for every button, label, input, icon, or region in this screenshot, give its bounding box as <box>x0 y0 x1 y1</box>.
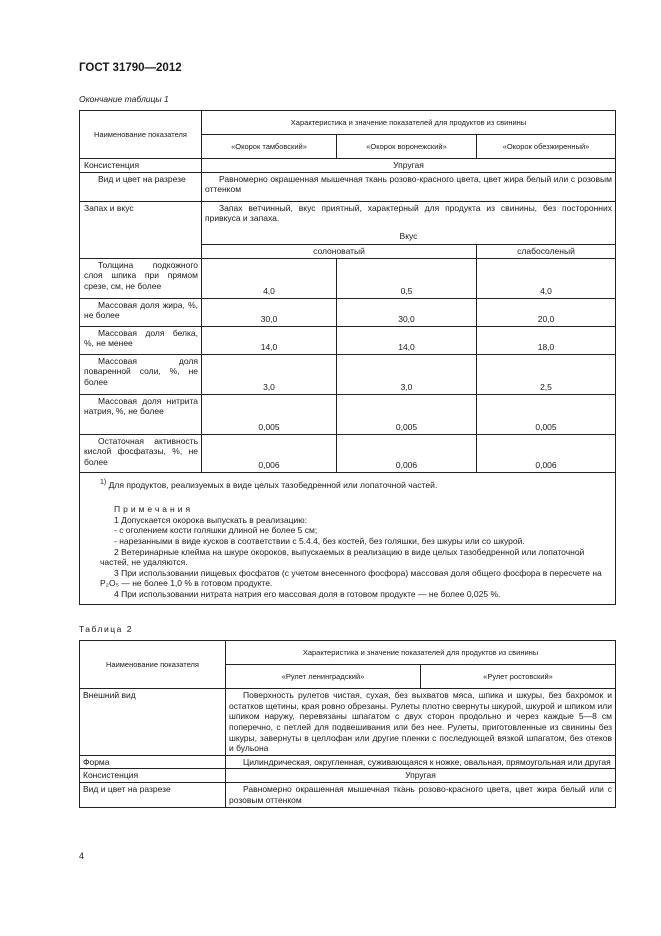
cell-value: 20,0 <box>477 298 616 326</box>
taste-label: Вкус <box>202 230 616 244</box>
row-value: Упругая <box>226 769 616 783</box>
row-value: Поверхность рулетов чистая, сухая, без выхватов мяса, шпика и шкуры, без бахромок и остатков щетины, края ровно обрезаны. Рулеты плотно свернуты шкурой, шкурой и шпиком или шпиком наружу, перевязаны шпагатом с двух сторон продольно и через каждые 5—8 см поперечно, с петлей для подвешивания или без нее. Рулеты, приготовленные из свинины без шкуры, завернуты в целлофан или другие пленки с последующей вязкой шпагатом, без отеков и бульона <box>226 689 616 756</box>
note: 2 Ветеринарные клейма на шкуре окороков, выпускаемых в реализацию в виде целых тазобедренной или лопаточной частей, не удаляются. <box>100 546 585 568</box>
cell-value: 3,0 <box>337 354 477 394</box>
taste-light: слабосоленый <box>477 244 616 258</box>
cell-value: 0,006 <box>202 434 337 472</box>
row-name: Консистенция <box>80 769 226 783</box>
row-name: Массовая доля жира, %, не более <box>80 298 202 326</box>
product-header: «Окорок воронежский» <box>337 135 477 159</box>
row-value: Цилиндрическая, округленная, суживающаяся к ножке, овальная, прямоугольная или другая <box>226 755 616 769</box>
table-1 <box>79 110 616 605</box>
note: 1 Допускается окорока выпускать в реализацию: <box>114 514 307 525</box>
cell-value: 0,006 <box>337 434 477 472</box>
footnote-text: Для продуктов, реализуемых в виде целых тазобедренной или лопаточной частей. <box>108 479 438 490</box>
cell-value: 0,005 <box>337 394 477 434</box>
page-number: 4 <box>79 851 85 861</box>
group-header: Характеристика и значение показателей для продуктов из свинины <box>202 111 616 135</box>
cell-value: 4,0 <box>477 258 616 298</box>
product-header: «Рулет ростовский» <box>421 665 616 689</box>
product-header: «Рулет ленинградский» <box>226 665 421 689</box>
row-name: Массовая доля нитрита натрия, %, не более <box>80 394 202 434</box>
table-notes <box>80 472 616 604</box>
note: 4 При использовании нитрата натрия его массовая доля в готовом продукте — не более 0,025 %. <box>114 589 501 600</box>
cell-value: 30,0 <box>337 298 477 326</box>
row-name: Форма <box>80 755 226 769</box>
row-value: Равномерно окрашенная мышечная ткань розово-красного цвета, цвет жира белый или с розовым оттенком <box>226 783 616 807</box>
taste-salty: солоноватый <box>202 244 477 258</box>
cell-value: 3,0 <box>202 354 337 394</box>
row-name: Толщина подкожного слоя шпика при прямом срезе, см, не более <box>80 258 202 298</box>
row-value: Равномерно окрашенная мышечная ткань розово-красного цвета, цвет жира белый или с розовым оттенком <box>202 172 616 201</box>
note: - нарезанными в виде кусков в соответствии с 5.4.4, без костей, без голяшки, без шкуры или со шкурой. <box>114 535 525 546</box>
product-header: «Окорок обезжиренный» <box>477 135 616 159</box>
cell-value: 0,005 <box>202 394 337 434</box>
cell-value: 4,0 <box>202 258 337 298</box>
note: 3 При использовании пищевых фосфатов (с учетом внесенного фосфора) массовая доля общего фосфора в пересчете на P₂O₅ — не более 1,0 % в готовом продукте. <box>100 567 602 589</box>
cell-value: 14,0 <box>337 326 477 354</box>
table-2 <box>79 640 616 808</box>
cell-value: 0,5 <box>337 258 477 298</box>
note: - с оголением кости голяшки длиной не более 5 см; <box>114 525 318 536</box>
cell-value: 0,006 <box>477 434 616 472</box>
footnote-mark: 1) <box>100 477 107 486</box>
cell-value: 2,5 <box>477 354 616 394</box>
row-name: Вид и цвет на разрезе <box>80 783 226 807</box>
cell-value: 0,005 <box>477 394 616 434</box>
row-name: Массовая доля белка, %, не менее <box>80 326 202 354</box>
row-name: Массовая доля поваренной соли, %, не более <box>80 354 202 394</box>
table1-caption: Окончание таблицы 1 <box>79 94 169 104</box>
row-name: Консистенция <box>80 159 202 173</box>
row-name: Вид и цвет на разрезе <box>80 172 202 201</box>
document-title: ГОСТ 31790—2012 <box>79 62 182 74</box>
cell-value: 18,0 <box>477 326 616 354</box>
cell-value: 14,0 <box>202 326 337 354</box>
table2-caption: Таблица 2 <box>79 624 133 634</box>
col-name-header: Наименование показателя <box>80 111 202 159</box>
cell-value: 30,0 <box>202 298 337 326</box>
row-value: Запах ветчинный, вкус приятный, характерный для продукта из свинины, без посторонних привкуса и запаха. <box>202 201 616 230</box>
row-name: Запах и вкус <box>80 201 202 258</box>
product-header: «Окорок тамбовский» <box>202 135 337 159</box>
col-name-header: Наименование показателя <box>80 641 226 689</box>
row-name: Остаточная активность кислой фосфатазы, %, не более <box>80 434 202 472</box>
footnote <box>100 478 609 490</box>
notes-title: Примечания <box>114 504 194 515</box>
group-header: Характеристика и значение показателей для продуктов из свинины <box>226 641 616 665</box>
row-name: Внешний вид <box>80 689 226 756</box>
row-value: Упругая <box>202 159 616 173</box>
